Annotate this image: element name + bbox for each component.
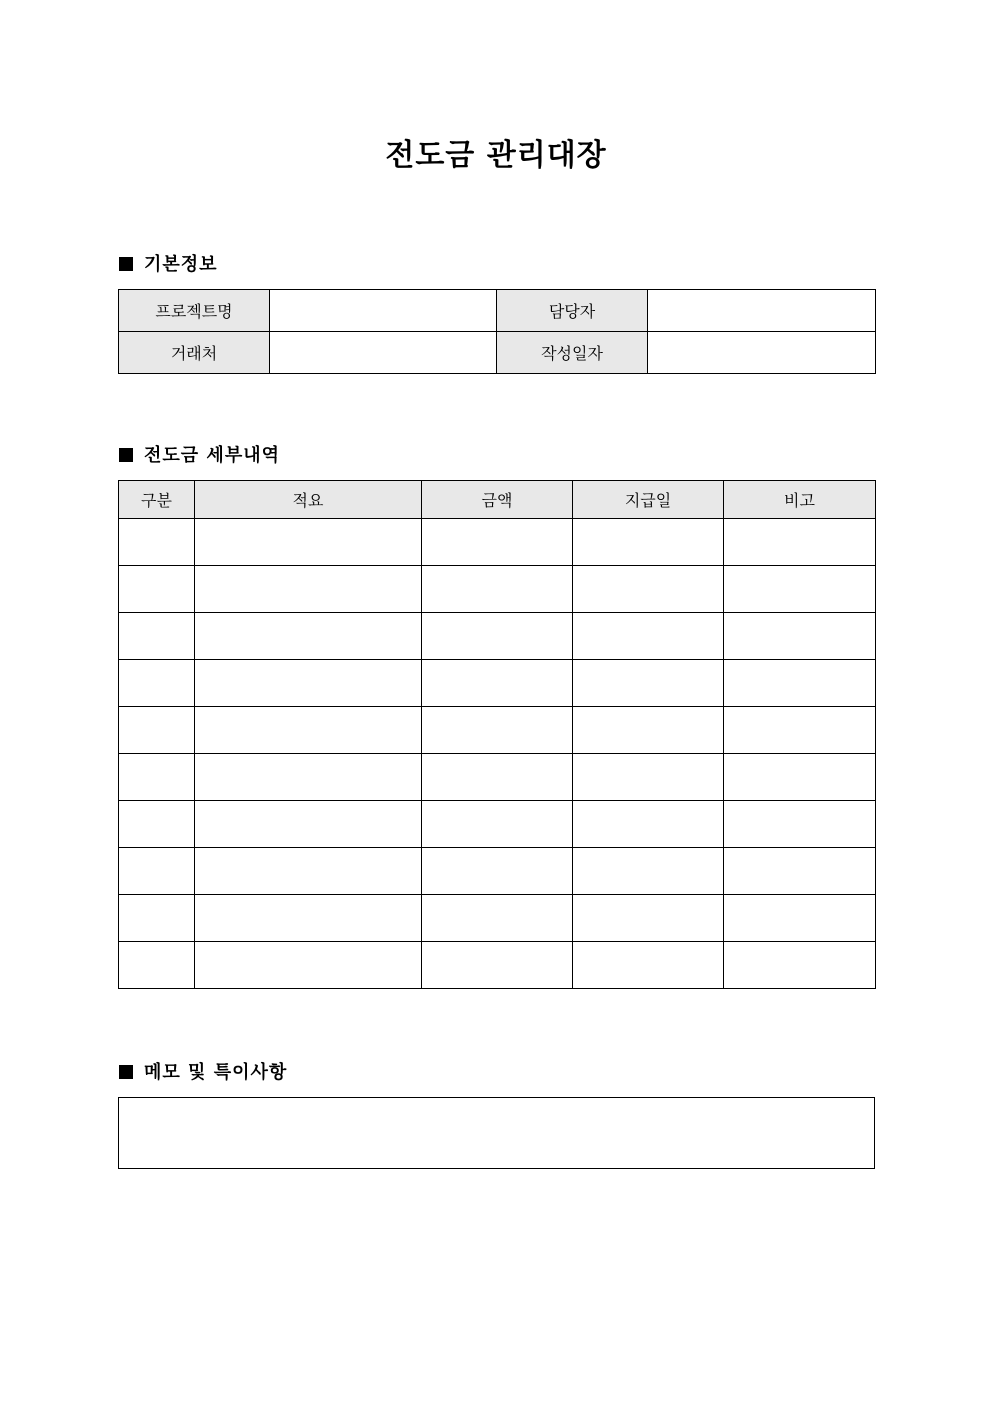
- table-row: [119, 332, 876, 374]
- cell-amount[interactable]: [422, 895, 573, 942]
- cell-description[interactable]: [195, 566, 422, 613]
- cell-remarks[interactable]: [724, 519, 876, 566]
- table-row: [119, 566, 876, 613]
- cell-remarks[interactable]: [724, 754, 876, 801]
- cell-category[interactable]: [119, 754, 195, 801]
- basic-info-table: [118, 289, 876, 374]
- cell-category[interactable]: [119, 613, 195, 660]
- cell-payment-date[interactable]: [573, 519, 724, 566]
- square-bullet-icon: [119, 1065, 133, 1079]
- table-row: [119, 895, 876, 942]
- section-heading-memo-label: 메모 및 특이사항: [144, 1062, 288, 1083]
- section-heading-details-label: 전도금 세부내역: [144, 445, 280, 466]
- section-heading-basic-info-label: 기본정보: [144, 254, 218, 275]
- client-label: 거래처: [119, 332, 270, 374]
- column-header-amount: 금액: [422, 481, 573, 519]
- cell-amount[interactable]: [422, 660, 573, 707]
- cell-amount[interactable]: [422, 754, 573, 801]
- cell-amount[interactable]: [422, 613, 573, 660]
- project-name-label: 프로젝트명: [119, 290, 270, 332]
- date-written-field[interactable]: [648, 332, 876, 374]
- table-row: [119, 290, 876, 332]
- cell-payment-date[interactable]: [573, 942, 724, 989]
- cell-description[interactable]: [195, 895, 422, 942]
- table-row: [119, 942, 876, 989]
- cell-payment-date[interactable]: [573, 613, 724, 660]
- cell-payment-date[interactable]: [573, 895, 724, 942]
- cell-remarks[interactable]: [724, 613, 876, 660]
- section-heading-details: [119, 444, 280, 468]
- table-header-row: [119, 481, 876, 519]
- cell-remarks[interactable]: [724, 660, 876, 707]
- column-header-description: 적요: [195, 481, 422, 519]
- cell-description[interactable]: [195, 801, 422, 848]
- details-table-body: [119, 519, 876, 989]
- cell-remarks[interactable]: [724, 848, 876, 895]
- cell-category[interactable]: [119, 707, 195, 754]
- cell-remarks[interactable]: [724, 942, 876, 989]
- cell-category[interactable]: [119, 801, 195, 848]
- client-field[interactable]: [270, 332, 497, 374]
- cell-amount[interactable]: [422, 848, 573, 895]
- cell-payment-date[interactable]: [573, 754, 724, 801]
- cell-amount[interactable]: [422, 519, 573, 566]
- cell-amount[interactable]: [422, 707, 573, 754]
- memo-field[interactable]: [118, 1097, 875, 1169]
- cell-amount[interactable]: [422, 942, 573, 989]
- section-heading-memo: [119, 1061, 287, 1085]
- square-bullet-icon: [119, 257, 133, 271]
- cell-payment-date[interactable]: [573, 848, 724, 895]
- square-bullet-icon: [119, 448, 133, 462]
- column-header-remarks: 비고: [724, 481, 876, 519]
- cell-remarks[interactable]: [724, 566, 876, 613]
- table-row: [119, 660, 876, 707]
- cell-description[interactable]: [195, 707, 422, 754]
- cell-amount[interactable]: [422, 566, 573, 613]
- column-header-payment-date: 지급일: [573, 481, 724, 519]
- table-row: [119, 613, 876, 660]
- cell-payment-date[interactable]: [573, 566, 724, 613]
- document-title: 전도금 관리대장: [385, 138, 607, 173]
- column-header-category: 구분: [119, 481, 195, 519]
- cell-category[interactable]: [119, 848, 195, 895]
- cell-category[interactable]: [119, 895, 195, 942]
- cell-category[interactable]: [119, 660, 195, 707]
- cell-category[interactable]: [119, 519, 195, 566]
- table-row: [119, 848, 876, 895]
- table-row: [119, 801, 876, 848]
- cell-payment-date[interactable]: [573, 707, 724, 754]
- cell-description[interactable]: [195, 613, 422, 660]
- cell-remarks[interactable]: [724, 707, 876, 754]
- cell-description[interactable]: [195, 754, 422, 801]
- table-row: [119, 754, 876, 801]
- cell-category[interactable]: [119, 942, 195, 989]
- details-table: [118, 480, 876, 989]
- cell-amount[interactable]: [422, 801, 573, 848]
- cell-remarks[interactable]: [724, 801, 876, 848]
- date-written-label: 작성일자: [497, 332, 648, 374]
- table-row: [119, 707, 876, 754]
- cell-category[interactable]: [119, 566, 195, 613]
- cell-description[interactable]: [195, 519, 422, 566]
- cell-description[interactable]: [195, 660, 422, 707]
- cell-description[interactable]: [195, 848, 422, 895]
- cell-payment-date[interactable]: [573, 660, 724, 707]
- cell-payment-date[interactable]: [573, 801, 724, 848]
- manager-label: 담당자: [497, 290, 648, 332]
- cell-remarks[interactable]: [724, 895, 876, 942]
- table-row: [119, 519, 876, 566]
- manager-field[interactable]: [648, 290, 876, 332]
- cell-description[interactable]: [195, 942, 422, 989]
- project-name-field[interactable]: [270, 290, 497, 332]
- section-heading-basic-info: [119, 253, 218, 277]
